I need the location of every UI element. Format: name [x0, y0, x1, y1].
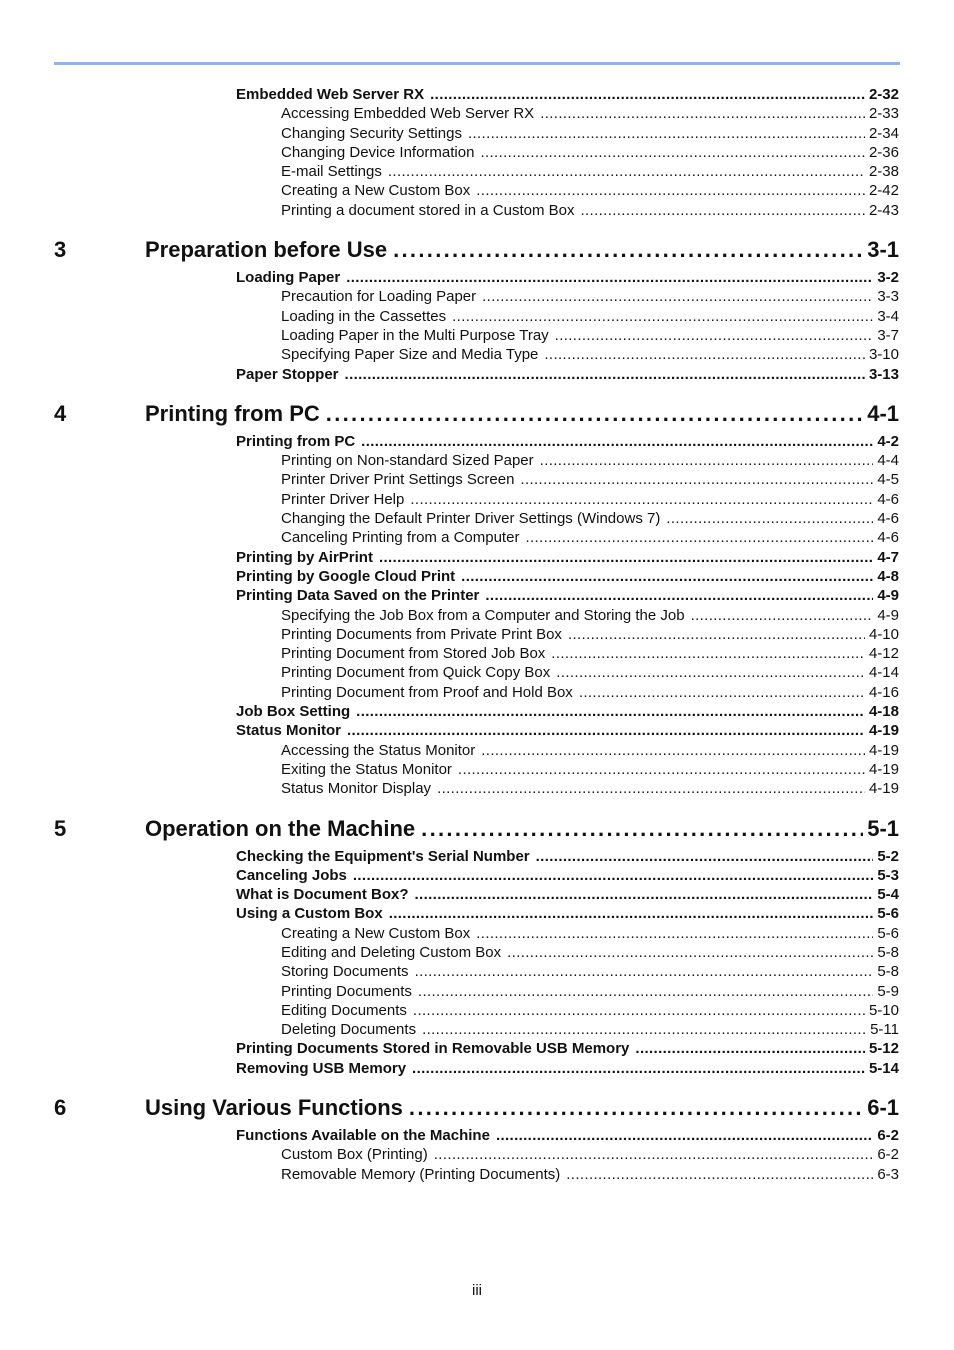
toc-section[interactable]	[236, 366, 899, 385]
toc-subsection[interactable]	[281, 944, 899, 963]
chapter-number: 5	[54, 815, 67, 841]
toc-entry-title: Preparation before Use	[145, 237, 388, 263]
toc-subsection[interactable]	[281, 327, 899, 346]
chapter-number: 4	[54, 400, 67, 426]
toc-entry-page: 4-7	[877, 548, 899, 566]
dot-leader	[413, 1002, 865, 1019]
toc-section[interactable]	[236, 848, 899, 867]
toc-entry-title: Printing Documents	[281, 982, 412, 1000]
toc-subsection[interactable]	[281, 452, 899, 471]
dot-leader	[496, 1127, 873, 1144]
toc-entry-page: 2-43	[868, 201, 899, 219]
toc-entry-title: Using Various Functions	[145, 1095, 403, 1121]
toc-subsection[interactable]	[281, 664, 899, 683]
toc-entry-title: Status Monitor Display	[281, 780, 432, 798]
dot-leader	[353, 867, 873, 884]
chapter-number: 3	[54, 237, 67, 263]
toc-entry-title: Changing Security Settings	[281, 124, 462, 142]
dot-leader	[520, 471, 873, 488]
toc-section[interactable]	[236, 1040, 899, 1059]
toc-entry-page: 4-6	[877, 510, 899, 528]
dot-leader	[430, 86, 865, 103]
toc-subsection[interactable]	[281, 1021, 899, 1040]
dot-leader	[409, 1095, 863, 1121]
dot-leader	[421, 816, 863, 842]
toc-entry-page: 4-19	[868, 760, 899, 778]
dot-leader	[415, 963, 874, 980]
dot-leader	[356, 703, 865, 720]
toc-entry-title: Deleting Documents	[281, 1021, 417, 1039]
toc-section[interactable]	[236, 722, 899, 741]
toc-section[interactable]	[236, 703, 899, 722]
dot-leader	[566, 1166, 873, 1183]
dot-leader	[551, 645, 865, 662]
toc-entry-title: Checking the Equipment's Serial Number	[236, 847, 530, 865]
toc-entry-title: Loading Paper	[236, 269, 341, 287]
toc-entry-page: 4-6	[877, 490, 899, 508]
toc-section[interactable]	[236, 587, 899, 606]
toc-entry-title: Printing Document from Stored Job Box	[281, 645, 546, 663]
toc-section[interactable]	[236, 269, 899, 288]
toc-entry-page: 4-4	[877, 452, 899, 470]
toc-subsection[interactable]	[281, 925, 899, 944]
toc-entry-page: 5-8	[877, 963, 899, 981]
toc-subsection[interactable]	[281, 308, 899, 327]
dot-leader	[540, 452, 874, 469]
toc-entry-title: Printer Driver Print Settings Screen	[281, 471, 515, 489]
toc-subsection[interactable]	[281, 983, 899, 1002]
toc-entry-page: 4-5	[877, 471, 899, 489]
dot-leader	[579, 684, 865, 701]
dot-leader	[379, 549, 873, 566]
toc-entry-title: Exiting the Status Monitor	[281, 760, 452, 778]
toc-entry-title: E-mail Settings	[281, 163, 382, 181]
dot-leader	[555, 327, 874, 344]
toc-entry-title: Specifying Paper Size and Media Type	[281, 346, 539, 364]
toc-entry-title: Removing USB Memory	[236, 1059, 407, 1077]
dot-leader	[480, 144, 865, 161]
dot-leader	[393, 237, 863, 263]
dot-leader	[326, 401, 863, 427]
dot-leader	[345, 366, 865, 383]
toc-entry-title: Functions Available on the Machine	[236, 1127, 490, 1145]
toc-section[interactable]	[236, 549, 899, 568]
toc-entry-title: Job Box Setting	[236, 703, 351, 721]
dot-leader	[544, 346, 865, 363]
dot-leader	[481, 742, 865, 759]
toc-entry-title: Creating a New Custom Box	[281, 924, 471, 942]
toc-entry-page: 5-1	[867, 815, 899, 841]
toc-entry-title: Canceling Printing from a Computer	[281, 529, 520, 547]
toc-subsection[interactable]	[281, 780, 899, 799]
dot-leader	[347, 722, 865, 739]
toc-entry-title: Loading Paper in the Multi Purpose Tray	[281, 326, 549, 344]
toc-entry-page: 5-6	[877, 924, 899, 942]
toc-entry-title: Specifying the Job Box from a Computer and Storing the Job	[281, 606, 685, 624]
toc-entry-page: 3-2	[877, 269, 899, 287]
toc-entry-page: 5-11	[870, 1021, 899, 1039]
toc-entry-page: 4-10	[868, 625, 899, 643]
toc-section[interactable]	[236, 867, 899, 886]
dot-leader	[361, 433, 873, 450]
toc-entry-title: Changing the Default Printer Driver Settings (Windows 7)	[281, 510, 661, 528]
toc-section[interactable]	[236, 1127, 899, 1146]
toc-entry-page: 2-32	[868, 86, 899, 103]
dot-leader	[388, 163, 865, 180]
toc-section[interactable]	[236, 1060, 899, 1079]
dot-leader	[476, 925, 873, 942]
toc-entry-page: 6-2	[877, 1127, 899, 1145]
dot-leader	[485, 587, 873, 604]
page-number: iii	[472, 1282, 482, 1299]
toc-entry-title: Editing and Deleting Custom Box	[281, 943, 502, 961]
toc-subsection[interactable]	[281, 144, 899, 163]
toc-subsection[interactable]	[281, 684, 899, 703]
toc-subsection[interactable]	[281, 163, 899, 182]
dot-leader	[437, 780, 865, 797]
toc-entry-page: 4-19	[868, 780, 899, 798]
toc-entry-page: 5-9	[877, 982, 899, 1000]
toc-entry-page: 3-1	[867, 237, 899, 263]
toc-entry-title: Printing Documents Stored in Removable USB Memory	[236, 1040, 630, 1058]
toc-entry-page: 3-4	[877, 307, 899, 325]
toc-chapter[interactable]	[54, 237, 899, 267]
toc-chapter[interactable]	[54, 401, 899, 431]
toc-entry-page: 3-10	[868, 346, 899, 364]
dot-leader	[540, 105, 865, 122]
dot-leader	[389, 905, 874, 922]
toc-subsection[interactable]	[281, 607, 899, 626]
toc-entry-title: Printing Document from Quick Copy Box	[281, 664, 551, 682]
toc-entry-page: 5-14	[868, 1059, 899, 1077]
toc-subsection[interactable]	[281, 742, 899, 761]
toc-subsection[interactable]	[281, 963, 899, 982]
toc-entry-page: 3-13	[868, 365, 899, 383]
dot-leader	[580, 202, 864, 219]
dot-leader	[468, 125, 865, 142]
dot-leader	[525, 529, 873, 546]
toc-entry-page: 4-12	[868, 645, 899, 663]
toc-entry-title: What is Document Box?	[236, 886, 409, 904]
toc-entry-title: Printing by Google Cloud Print	[236, 567, 456, 585]
toc-entry-page: 4-14	[868, 664, 899, 682]
dot-leader	[556, 664, 865, 681]
toc-subsection[interactable]	[281, 1166, 899, 1185]
toc-subsection[interactable]	[281, 105, 899, 124]
toc-subsection[interactable]	[281, 626, 899, 645]
dot-leader	[482, 288, 873, 305]
toc-entry-page: 2-33	[868, 105, 899, 123]
toc-entry-page: 5-2	[877, 847, 899, 865]
toc-entry-title: Printing by AirPrint	[236, 548, 373, 566]
toc-entry-title: Using a Custom Box	[236, 905, 383, 923]
toc-subsection[interactable]	[281, 346, 899, 365]
toc-entry-title: Printing from PC	[236, 432, 356, 450]
toc-entry-page: 4-18	[868, 703, 899, 721]
toc-subsection[interactable]	[281, 645, 899, 664]
toc-entry-title: Precaution for Loading Paper	[281, 288, 477, 306]
toc-entry-page: 3-7	[877, 326, 899, 344]
toc-subsection[interactable]	[281, 471, 899, 490]
toc-entry-title: Changing Device Information	[281, 143, 475, 161]
toc-entry-page: 5-10	[868, 1001, 899, 1019]
toc-entry-title: Printing Documents from Private Print Box	[281, 625, 562, 643]
toc-subsection[interactable]	[281, 529, 899, 548]
toc-entry-page: 5-8	[877, 943, 899, 961]
toc-entry-title: Printing on Non-standard Sized Paper	[281, 452, 534, 470]
toc-entry-title: Accessing Embedded Web Server RX	[281, 105, 535, 123]
toc-subsection[interactable]	[281, 288, 899, 307]
dot-leader	[452, 308, 873, 325]
toc-entry-title: Loading in the Cassettes	[281, 307, 447, 325]
toc-section[interactable]	[236, 86, 899, 105]
toc-entry-title: Printer Driver Help	[281, 490, 405, 508]
toc-entry-page: 6-3	[877, 1165, 899, 1183]
toc-entry-page: 2-38	[868, 163, 899, 181]
dot-leader	[418, 983, 873, 1000]
toc-entry-page: 6-2	[877, 1146, 899, 1164]
toc-subsection[interactable]	[281, 510, 899, 529]
toc-chapter[interactable]	[54, 816, 899, 846]
toc-entry-page: 2-42	[868, 182, 899, 200]
toc-subsection[interactable]	[281, 761, 899, 780]
toc-entry-page: 4-19	[868, 741, 899, 759]
dot-leader	[346, 269, 873, 286]
dot-leader	[410, 491, 873, 508]
dot-leader	[458, 761, 865, 778]
toc-entry-page: 4-8	[877, 567, 899, 585]
toc-entry-page: 5-4	[877, 886, 899, 904]
toc-entry-page: 6-1	[867, 1095, 899, 1121]
toc-entry-title: Accessing the Status Monitor	[281, 741, 476, 759]
toc-entry-page: 5-6	[877, 905, 899, 923]
toc-entry-page: 4-2	[877, 432, 899, 450]
dot-leader	[434, 1146, 874, 1163]
dot-leader	[536, 848, 874, 865]
toc-entry-title: Editing Documents	[281, 1001, 407, 1019]
toc-entry-title: Printing Document from Proof and Hold Box	[281, 683, 573, 701]
toc-entry-page: 4-16	[868, 683, 899, 701]
toc-entry-title: Creating a New Custom Box	[281, 182, 471, 200]
toc-entry-title: Operation on the Machine	[145, 815, 416, 841]
toc-subsection[interactable]	[281, 182, 899, 201]
toc-entry-page: 3-3	[877, 288, 899, 306]
dot-leader	[412, 1060, 865, 1077]
dot-leader	[666, 510, 873, 527]
toc-section[interactable]	[236, 886, 899, 905]
dot-leader	[422, 1021, 866, 1038]
toc-entry-page: 4-9	[877, 606, 899, 624]
toc-entry-title: Status Monitor	[236, 722, 341, 740]
toc-entry-title: Printing a document stored in a Custom Box	[281, 201, 575, 219]
toc-entry-title: Embedded Web Server RX	[236, 86, 425, 103]
toc-entry-title: Canceling Jobs	[236, 866, 347, 884]
toc-entry-page: 5-3	[877, 866, 899, 884]
toc-entry-title: Custom Box (Printing)	[281, 1146, 428, 1164]
toc-entry-title: Printing from PC	[145, 400, 320, 426]
toc-entry-page: 4-19	[868, 722, 899, 740]
dot-leader	[691, 607, 874, 624]
toc-entry-title: Storing Documents	[281, 963, 409, 981]
toc-entry-page: 5-12	[868, 1040, 899, 1058]
chapter-number: 6	[54, 1095, 67, 1121]
table-of-contents	[0, 86, 954, 1185]
toc-entry-title: Paper Stopper	[236, 365, 339, 383]
toc-entry-page: 2-34	[868, 124, 899, 142]
dot-leader	[568, 626, 865, 643]
dot-leader	[476, 182, 865, 199]
toc-subsection[interactable]	[281, 1146, 899, 1165]
toc-subsection[interactable]	[281, 1002, 899, 1021]
toc-subsection[interactable]	[281, 125, 899, 144]
header-rule	[54, 62, 900, 65]
toc-subsection[interactable]	[281, 202, 899, 221]
toc-entry-title: Printing Data Saved on the Printer	[236, 587, 480, 605]
toc-entry-page: 4-9	[877, 587, 899, 605]
toc-entry-page: 2-36	[868, 143, 899, 161]
dot-leader	[635, 1040, 865, 1057]
dot-leader	[415, 886, 874, 903]
toc-entry-page: 4-6	[877, 529, 899, 547]
toc-subsection[interactable]	[281, 491, 899, 510]
toc-section[interactable]	[236, 905, 899, 924]
toc-entry-title: Removable Memory (Printing Documents)	[281, 1165, 561, 1183]
toc-section[interactable]	[236, 433, 899, 452]
toc-section[interactable]	[236, 568, 899, 587]
dot-leader	[461, 568, 873, 585]
toc-chapter[interactable]	[54, 1095, 899, 1125]
dot-leader	[507, 944, 873, 961]
toc-entry-page: 4-1	[867, 400, 899, 426]
